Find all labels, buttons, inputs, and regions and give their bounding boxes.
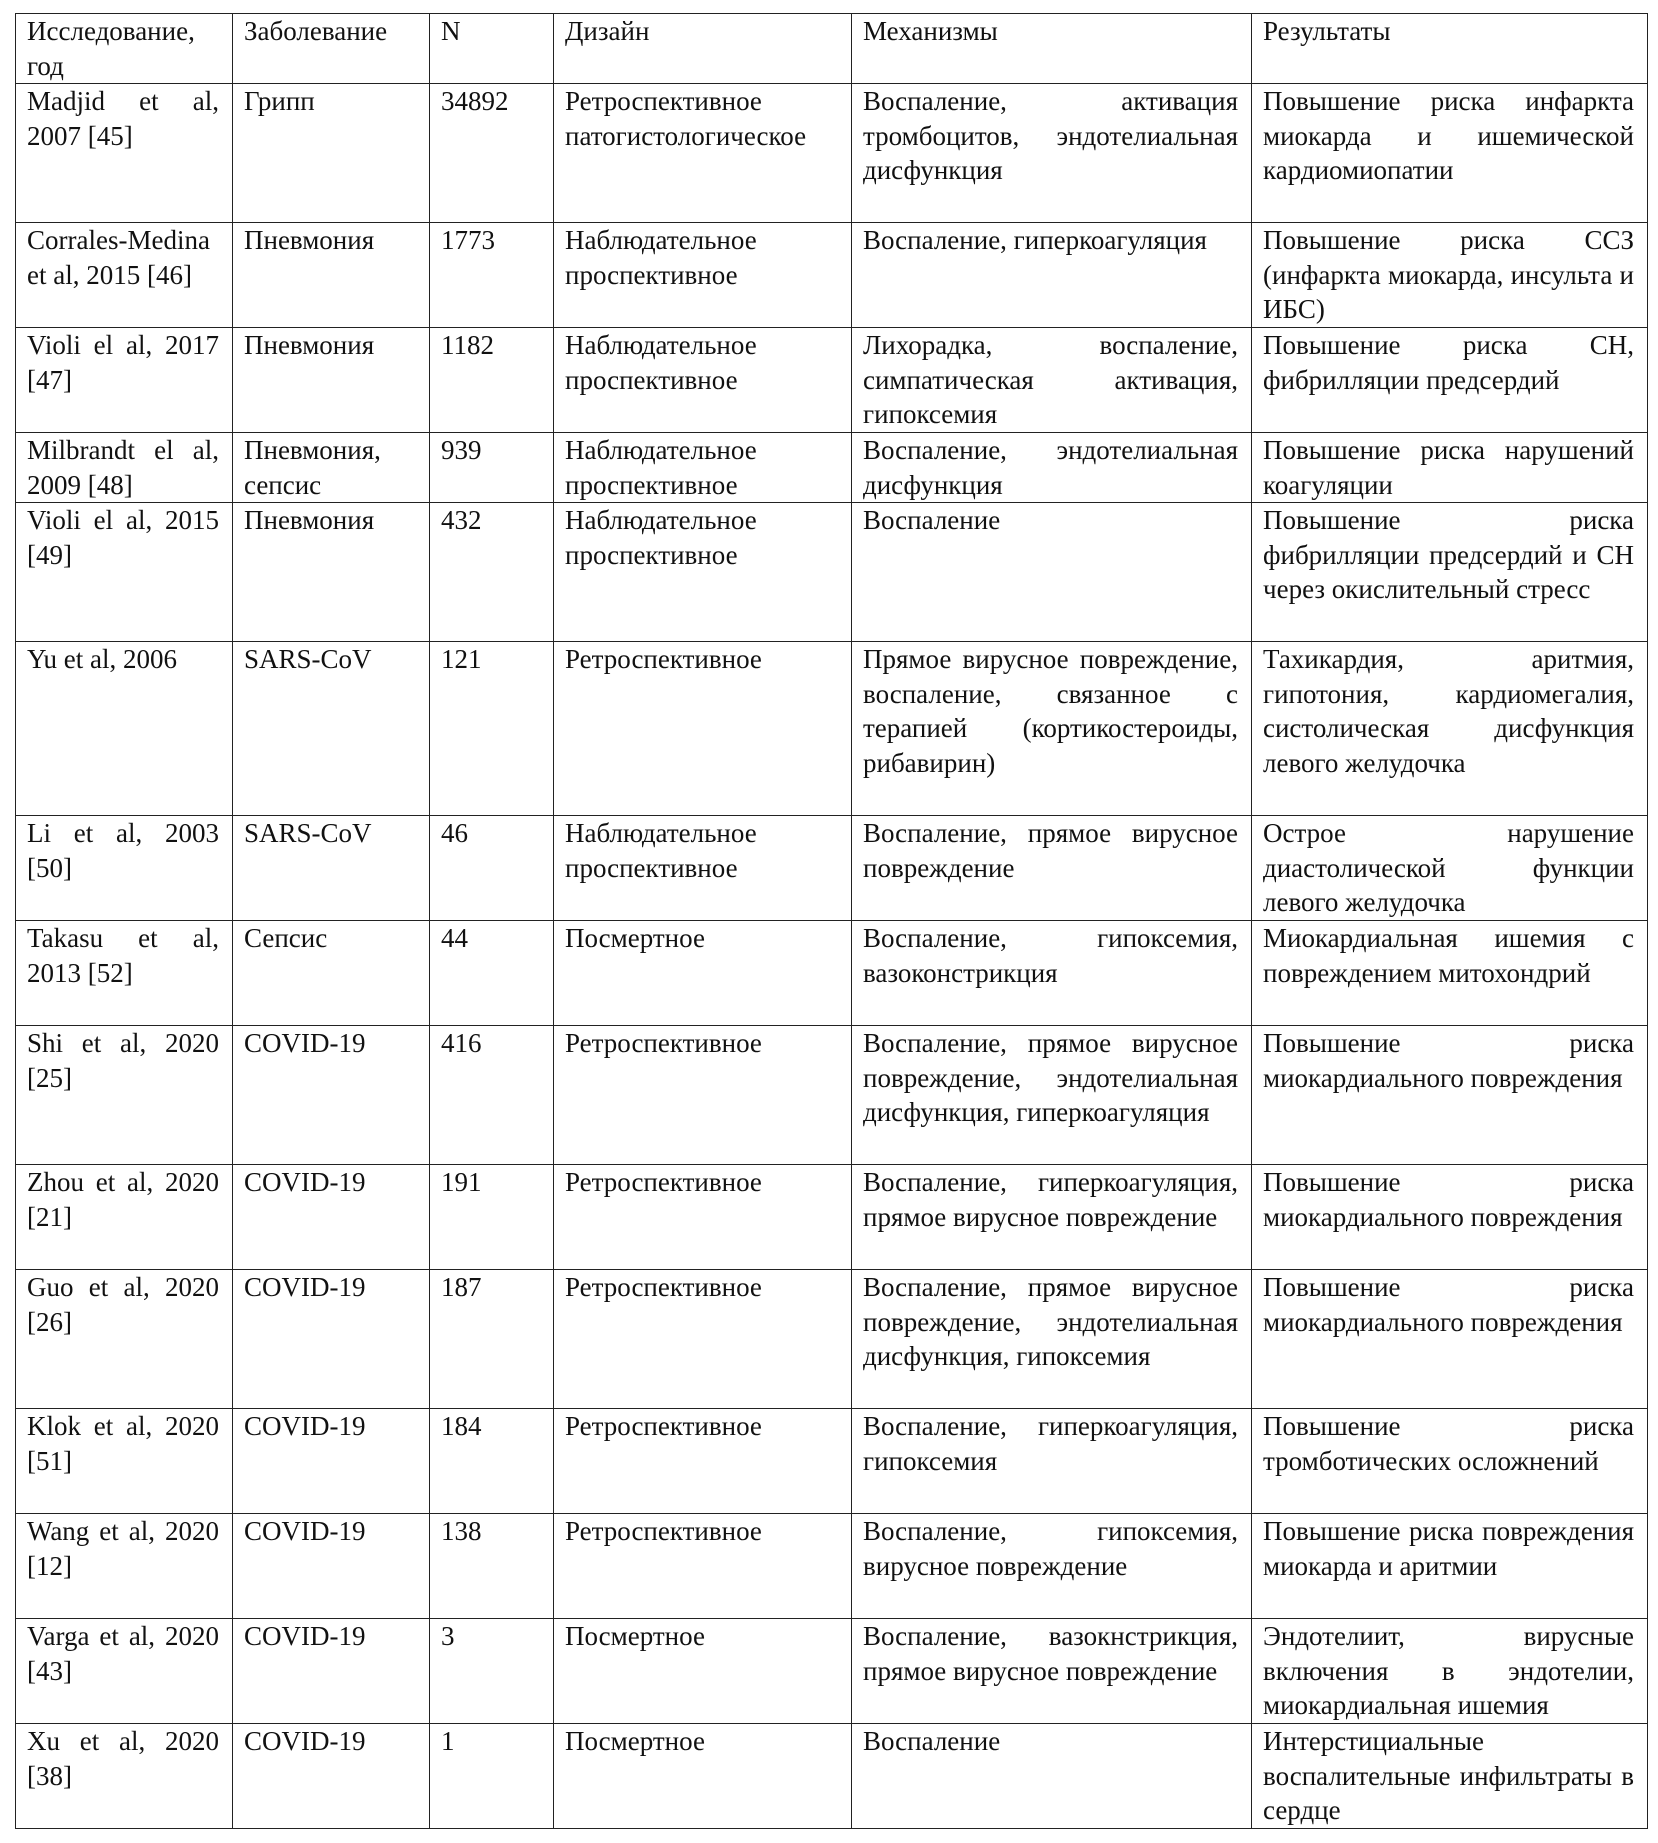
cell-design: Ретроспективное патогистологическое xyxy=(554,84,852,223)
table-row xyxy=(16,328,1648,433)
cell-disease: Пневмония xyxy=(233,328,430,433)
cell-n: 187 xyxy=(430,1270,554,1409)
cell-study: Zhou et al, 2020 [21] xyxy=(16,1165,233,1270)
cell-design: Наблюдательное проспективное xyxy=(554,223,852,328)
cell-study: Takasu et al, 2013 [52] xyxy=(16,921,233,1026)
cell-design: Посмертное xyxy=(554,921,852,1026)
cell-results: Повышение риска ССЗ (инфаркта миокарда, инсульта и ИБС) xyxy=(1252,223,1648,328)
cell-mechanisms: Прямое вирусное повреждение, воспаление, связанное с терапией (кортикостероиды, рибавирин) xyxy=(852,642,1252,816)
table-row xyxy=(16,1409,1648,1514)
cell-n: 3 xyxy=(430,1619,554,1724)
table-row xyxy=(16,433,1648,503)
cell-results: Повышение риска повреждения миокарда и аритмии xyxy=(1252,1514,1648,1619)
header-cell-design: Дизайн xyxy=(554,14,852,84)
table-row xyxy=(16,1165,1648,1270)
cell-disease: Пневмония xyxy=(233,223,430,328)
cell-results: Повышение риска инфаркта миокарда и ишемической кардиомиопатии xyxy=(1252,84,1648,223)
cell-design: Ретроспективное xyxy=(554,1026,852,1165)
cell-mechanisms: Воспаление, гипоксемия, вазоконстрикция xyxy=(852,921,1252,1026)
cell-results: Острое нарушение диастолической функции левого желудочка xyxy=(1252,816,1648,921)
cell-n: 416 xyxy=(430,1026,554,1165)
cell-disease: COVID-19 xyxy=(233,1270,430,1409)
cell-study: Shi et al, 2020 [25] xyxy=(16,1026,233,1165)
cell-study: Xu et al, 2020 [38] xyxy=(16,1724,233,1829)
cell-mechanisms: Воспаление, гиперкоагуляция, гипоксемия xyxy=(852,1409,1252,1514)
cell-mechanisms: Воспаление, активация тромбоцитов, эндотелиальная дисфункция xyxy=(852,84,1252,223)
cell-design: Ретроспективное xyxy=(554,1409,852,1514)
cell-design: Наблюдательное проспективное xyxy=(554,503,852,642)
table-row xyxy=(16,642,1648,816)
cell-mechanisms: Воспаление, прямое вирусное повреждение, эндотелиальная дисфункция, гиперкоагуляция xyxy=(852,1026,1252,1165)
cell-n: 432 xyxy=(430,503,554,642)
cell-study: Varga et al, 2020 [43] xyxy=(16,1619,233,1724)
cell-mechanisms: Воспаление, гиперкоагуляция xyxy=(852,223,1252,328)
cell-study: Klok et al, 2020 [51] xyxy=(16,1409,233,1514)
cell-design: Наблюдательное проспективное xyxy=(554,816,852,921)
cell-disease: COVID-19 xyxy=(233,1026,430,1165)
cell-study: Yu et al, 2006 xyxy=(16,642,233,816)
cell-study: Li et al, 2003 [50] xyxy=(16,816,233,921)
cell-design: Наблюдательное проспективное xyxy=(554,328,852,433)
cell-results: Интерстициальные воспалительные инфильтраты в сердце xyxy=(1252,1724,1648,1829)
table-row xyxy=(16,816,1648,921)
table-row xyxy=(16,1514,1648,1619)
cell-design: Ретроспективное xyxy=(554,1165,852,1270)
cell-study: Corrales-Medina et al, 2015 [46] xyxy=(16,223,233,328)
cell-mechanisms: Воспаление, прямое вирусное повреждение, эндотелиальная дисфункция, гипоксемия xyxy=(852,1270,1252,1409)
cell-study: Violi el al, 2017 [47] xyxy=(16,328,233,433)
cell-design: Посмертное xyxy=(554,1619,852,1724)
cell-mechanisms: Воспаление, вазокнстрикция, прямое вирусное повреждение xyxy=(852,1619,1252,1724)
cell-n: 939 xyxy=(430,433,554,503)
cell-results: Эндотелиит, вирусные включения в эндотелии, миокардиальная ишемия xyxy=(1252,1619,1648,1724)
cell-study: Wang et al, 2020 [12] xyxy=(16,1514,233,1619)
cell-results: Миокардиальная ишемия с повреждением митохондрий xyxy=(1252,921,1648,1026)
table-row xyxy=(16,503,1648,642)
cell-mechanisms: Воспаление, прямое вирусное повреждение xyxy=(852,816,1252,921)
cell-design: Ретроспективное xyxy=(554,642,852,816)
cell-results: Повышение риска тромботических осложнений xyxy=(1252,1409,1648,1514)
studies-table xyxy=(15,13,1648,1829)
cell-disease: Грипп xyxy=(233,84,430,223)
table-row xyxy=(16,1270,1648,1409)
cell-results: Повышение риска нарушений коагуляции xyxy=(1252,433,1648,503)
cell-n: 191 xyxy=(430,1165,554,1270)
cell-n: 184 xyxy=(430,1409,554,1514)
cell-mechanisms: Воспаление, эндотелиальная дисфункция xyxy=(852,433,1252,503)
header-cell-n: N xyxy=(430,14,554,84)
cell-disease: COVID-19 xyxy=(233,1619,430,1724)
cell-n: 138 xyxy=(430,1514,554,1619)
table-row xyxy=(16,1724,1648,1829)
cell-disease: SARS-CoV xyxy=(233,816,430,921)
cell-mechanisms: Воспаление xyxy=(852,503,1252,642)
cell-study: Milbrandt el al, 2009 [48] xyxy=(16,433,233,503)
cell-disease: COVID-19 xyxy=(233,1409,430,1514)
cell-design: Ретроспективное xyxy=(554,1514,852,1619)
cell-disease: COVID-19 xyxy=(233,1165,430,1270)
cell-n: 44 xyxy=(430,921,554,1026)
cell-study: Guo et al, 2020 [26] xyxy=(16,1270,233,1409)
cell-mechanisms: Воспаление, гиперкоагуляция, прямое вирусное повреждение xyxy=(852,1165,1252,1270)
cell-disease: COVID-19 xyxy=(233,1724,430,1829)
cell-disease: Пневмония xyxy=(233,503,430,642)
cell-results: Повышение риска миокардиального повреждения xyxy=(1252,1165,1648,1270)
cell-mechanisms: Воспаление, гипоксемия, вирусное повреждение xyxy=(852,1514,1252,1619)
table-row xyxy=(16,84,1648,223)
cell-mechanisms: Лихорадка, воспаление, симпатическая активация, гипоксемия xyxy=(852,328,1252,433)
table-row xyxy=(16,921,1648,1026)
cell-n: 46 xyxy=(430,816,554,921)
cell-results: Повышение риска фибрилляции предсердий и СН через окислительный стресс xyxy=(1252,503,1648,642)
table-row xyxy=(16,1026,1648,1165)
table-body xyxy=(16,14,1648,1829)
cell-mechanisms: Воспаление xyxy=(852,1724,1252,1829)
table-row xyxy=(16,223,1648,328)
cell-design: Ретроспективное xyxy=(554,1270,852,1409)
cell-disease: Сепсис xyxy=(233,921,430,1026)
cell-study: Violi el al, 2015 [49] xyxy=(16,503,233,642)
cell-results: Повышение риска миокардиального повреждения xyxy=(1252,1026,1648,1165)
cell-study: Madjid et al, 2007 [45] xyxy=(16,84,233,223)
header-cell-mechanisms: Механизмы xyxy=(852,14,1252,84)
header-row xyxy=(16,14,1648,84)
header-cell-disease: Заболевание xyxy=(233,14,430,84)
cell-disease: COVID-19 xyxy=(233,1514,430,1619)
cell-design: Наблюдательное проспективное xyxy=(554,433,852,503)
table-row xyxy=(16,1619,1648,1724)
cell-n: 121 xyxy=(430,642,554,816)
cell-design: Посмертное xyxy=(554,1724,852,1829)
cell-results: Повышение риска СН, фибрилляции предсердий xyxy=(1252,328,1648,433)
cell-n: 1773 xyxy=(430,223,554,328)
header-cell-study: Исследование, год xyxy=(16,14,233,84)
cell-n: 1182 xyxy=(430,328,554,433)
cell-results: Тахикардия, аритмия, гипотония, кардиомегалия, систолическая дисфункция левого желудочка xyxy=(1252,642,1648,816)
cell-results: Повышение риска миокардиального повреждения xyxy=(1252,1270,1648,1409)
cell-n: 34892 xyxy=(430,84,554,223)
cell-disease: Пневмония, сепсис xyxy=(233,433,430,503)
cell-disease: SARS-CoV xyxy=(233,642,430,816)
cell-n: 1 xyxy=(430,1724,554,1829)
header-cell-results: Результаты xyxy=(1252,14,1648,84)
